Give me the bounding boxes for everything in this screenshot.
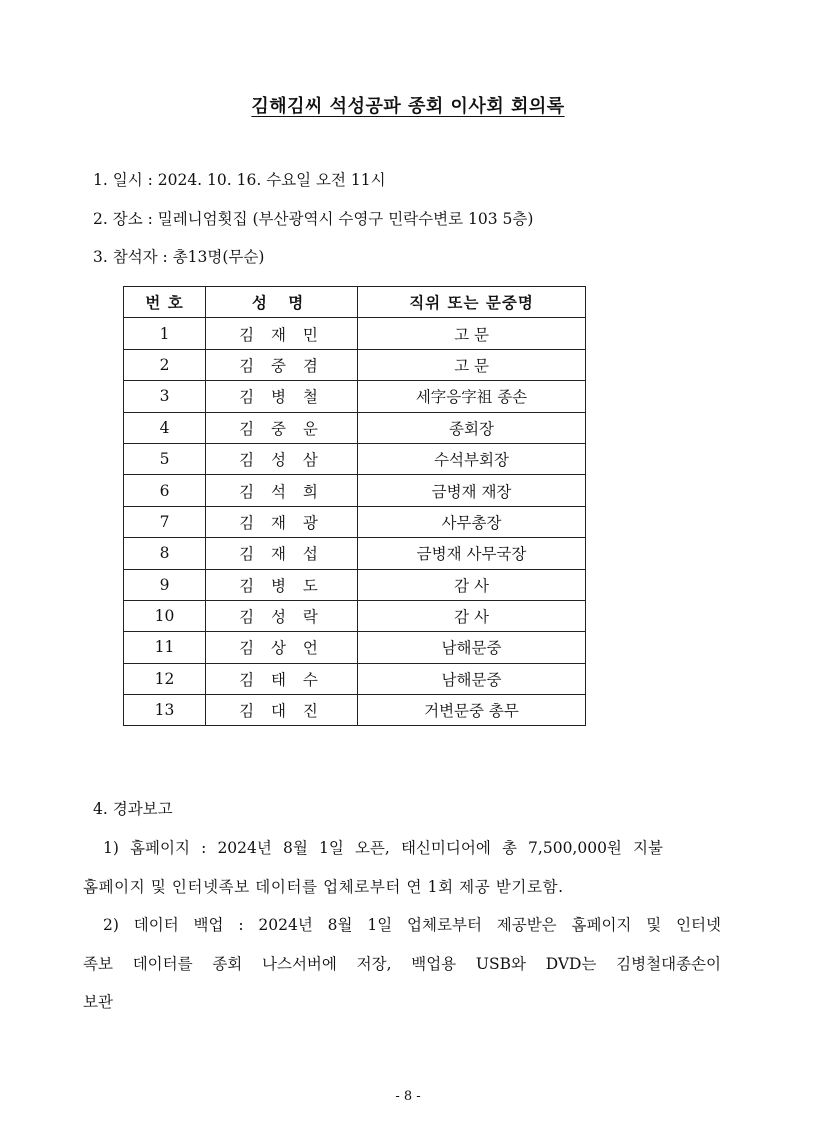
header-position: 직위 또는 문중명 — [358, 287, 586, 318]
row-name: 김 중 운 — [206, 412, 358, 443]
report-item1-line1: 1) 홈페이지 : 2024년 8월 1일 오픈, 태신미디어에 총 7,500,000원 지불 — [103, 839, 663, 857]
table-row — [124, 506, 586, 537]
table-row — [124, 443, 586, 474]
row-position: 고 문 — [358, 349, 586, 380]
table-row — [124, 475, 586, 506]
row-name: 김 성 락 — [206, 600, 358, 631]
table-row — [124, 412, 586, 443]
meeting-datetime: 1. 일시 : 2024. 10. 16. 수요일 오전 11시 — [93, 171, 386, 189]
row-position: 종회장 — [358, 412, 586, 443]
row-number: 6 — [124, 475, 206, 506]
row-name: 김 성 삼 — [206, 443, 358, 474]
row-number: 11 — [124, 632, 206, 663]
row-position: 감 사 — [358, 600, 586, 631]
row-number: 5 — [124, 443, 206, 474]
table-header-row — [124, 287, 586, 318]
row-position: 남해문중 — [358, 663, 586, 694]
table-row — [124, 538, 586, 569]
row-position: 금병재 재장 — [358, 475, 586, 506]
table-row — [124, 318, 586, 349]
report-item2-line2: 족보 데이터를 종회 나스서버에 저장, 백업용 USB와 DVD는 김병철대종손이 — [83, 955, 721, 973]
row-number: 9 — [124, 569, 206, 600]
meeting-place: 2. 장소 : 밀레니엄횟집 (부산광역시 수영구 민락수변로 103 5층) — [93, 210, 534, 228]
row-number: 12 — [124, 663, 206, 694]
row-number: 4 — [124, 412, 206, 443]
row-position: 금병재 사무국장 — [358, 538, 586, 569]
row-name: 김 병 도 — [206, 569, 358, 600]
table-row — [124, 349, 586, 380]
page-number: - 8 - — [395, 1089, 421, 1104]
table-row — [124, 632, 586, 663]
row-number: 2 — [124, 349, 206, 380]
row-number: 3 — [124, 381, 206, 412]
row-name: 김 석 희 — [206, 475, 358, 506]
row-position: 사무총장 — [358, 506, 586, 537]
report-heading: 4. 경과보고 — [93, 800, 173, 818]
document-title: 김해김씨 석성공파 종회 이사회 회의록 — [251, 96, 565, 117]
table-row — [124, 695, 586, 726]
row-name: 김 상 언 — [206, 632, 358, 663]
row-position: 거변문중 총무 — [358, 695, 586, 726]
row-number: 1 — [124, 318, 206, 349]
header-number: 번 호 — [124, 287, 206, 318]
row-position: 고 문 — [358, 318, 586, 349]
row-name: 김 태 수 — [206, 663, 358, 694]
row-name: 김 대 진 — [206, 695, 358, 726]
table-row — [124, 381, 586, 412]
report-item2-line1: 2) 데이터 백업 : 2024년 8월 1일 업체로부터 제공받은 홈페이지 및 인터넷 — [103, 916, 721, 934]
row-name: 김 재 섭 — [206, 538, 358, 569]
row-name: 김 병 철 — [206, 381, 358, 412]
table-row — [124, 663, 586, 694]
row-number: 10 — [124, 600, 206, 631]
report-item2-line3: 보관 — [83, 993, 113, 1011]
attendees-summary: 3. 참석자 : 총13명(무순) — [93, 248, 265, 266]
report-item1-line2: 홈페이지 및 인터넷족보 데이터를 업체로부터 연 1회 제공 받기로함. — [83, 878, 564, 896]
row-number: 7 — [124, 506, 206, 537]
attendees-table — [123, 286, 586, 726]
row-number: 8 — [124, 538, 206, 569]
table-row — [124, 569, 586, 600]
row-position: 남해문중 — [358, 632, 586, 663]
row-number: 13 — [124, 695, 206, 726]
row-position: 감 사 — [358, 569, 586, 600]
row-name: 김 중 겸 — [206, 349, 358, 380]
row-position: 수석부회장 — [358, 443, 586, 474]
header-name: 성 명 — [206, 287, 358, 318]
row-position: 세字응字祖 종손 — [358, 381, 586, 412]
row-name: 김 재 광 — [206, 506, 358, 537]
row-name: 김 재 민 — [206, 318, 358, 349]
table-row — [124, 600, 586, 631]
